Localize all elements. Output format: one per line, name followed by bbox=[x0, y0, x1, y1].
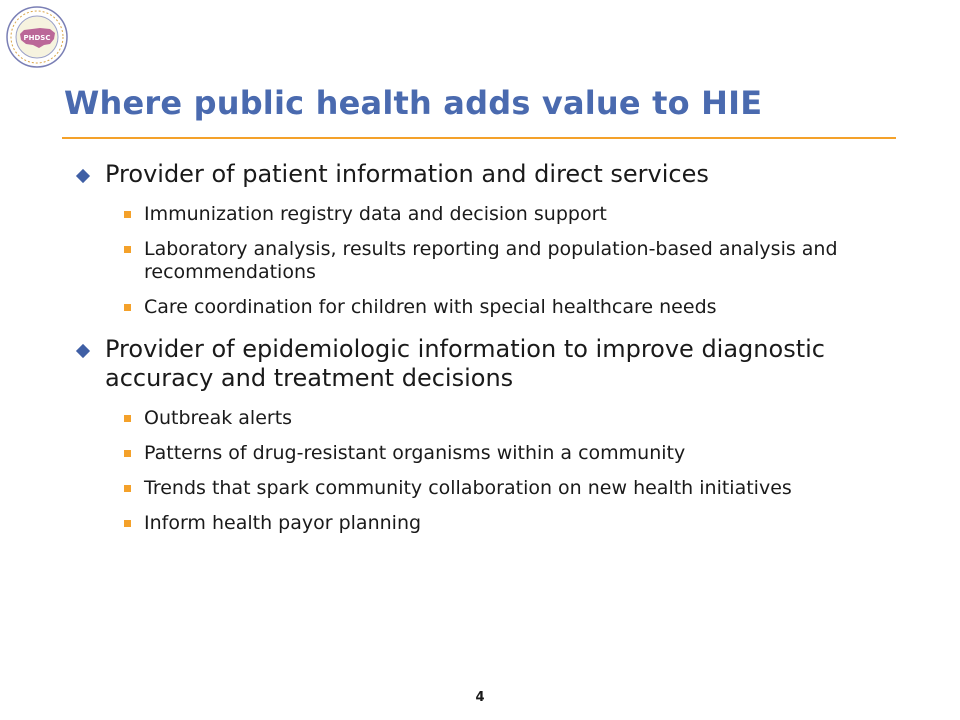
square-bullet-icon bbox=[124, 415, 131, 422]
phdsc-seal-icon bbox=[6, 6, 68, 68]
bullet-list bbox=[74, 160, 904, 547]
logo-label: PHDSC bbox=[23, 34, 51, 42]
sub-bullet-item bbox=[124, 238, 904, 284]
square-bullet-icon bbox=[124, 304, 131, 311]
diamond-bullet-icon bbox=[76, 169, 90, 183]
bullet-text: Provider of patient information and direct services bbox=[105, 160, 709, 188]
sub-bullet-item bbox=[124, 477, 904, 500]
bullet-text: Provider of epidemiologic information to improve diagnostic accuracy and treatment decisions bbox=[105, 335, 825, 392]
sub-bullet-item bbox=[124, 296, 904, 319]
diamond-bullet-icon bbox=[76, 344, 90, 358]
square-bullet-icon bbox=[124, 520, 131, 527]
square-bullet-icon bbox=[124, 485, 131, 492]
sub-bullet-text: Patterns of drug-resistant organisms within a community bbox=[144, 442, 686, 464]
phdsc-logo bbox=[6, 6, 68, 68]
sub-bullet-item bbox=[124, 203, 904, 226]
sub-bullet-item bbox=[124, 407, 904, 430]
square-bullet-icon bbox=[124, 211, 131, 218]
title-divider bbox=[62, 137, 896, 139]
bullet-item bbox=[74, 335, 904, 393]
page-number: 4 bbox=[475, 690, 485, 705]
sub-bullet-text: Outbreak alerts bbox=[144, 407, 293, 429]
square-bullet-icon bbox=[124, 450, 131, 457]
square-bullet-icon bbox=[124, 246, 131, 253]
bullet-item bbox=[74, 160, 904, 189]
sub-bullet-text: Trends that spark community collaboration on new health initiatives bbox=[144, 477, 792, 499]
sub-bullet-text: Care coordination for children with special healthcare needs bbox=[144, 296, 717, 318]
sub-bullet-item bbox=[124, 442, 904, 465]
sub-bullet-item bbox=[124, 512, 904, 535]
sub-bullet-text: Immunization registry data and decision support bbox=[144, 203, 607, 225]
sub-bullet-text: Laboratory analysis, results reporting and population-based analysis and recommendations bbox=[144, 238, 838, 283]
sub-bullet-text: Inform health payor planning bbox=[144, 512, 422, 534]
slide-title: Where public health adds value to HIE bbox=[64, 84, 763, 122]
